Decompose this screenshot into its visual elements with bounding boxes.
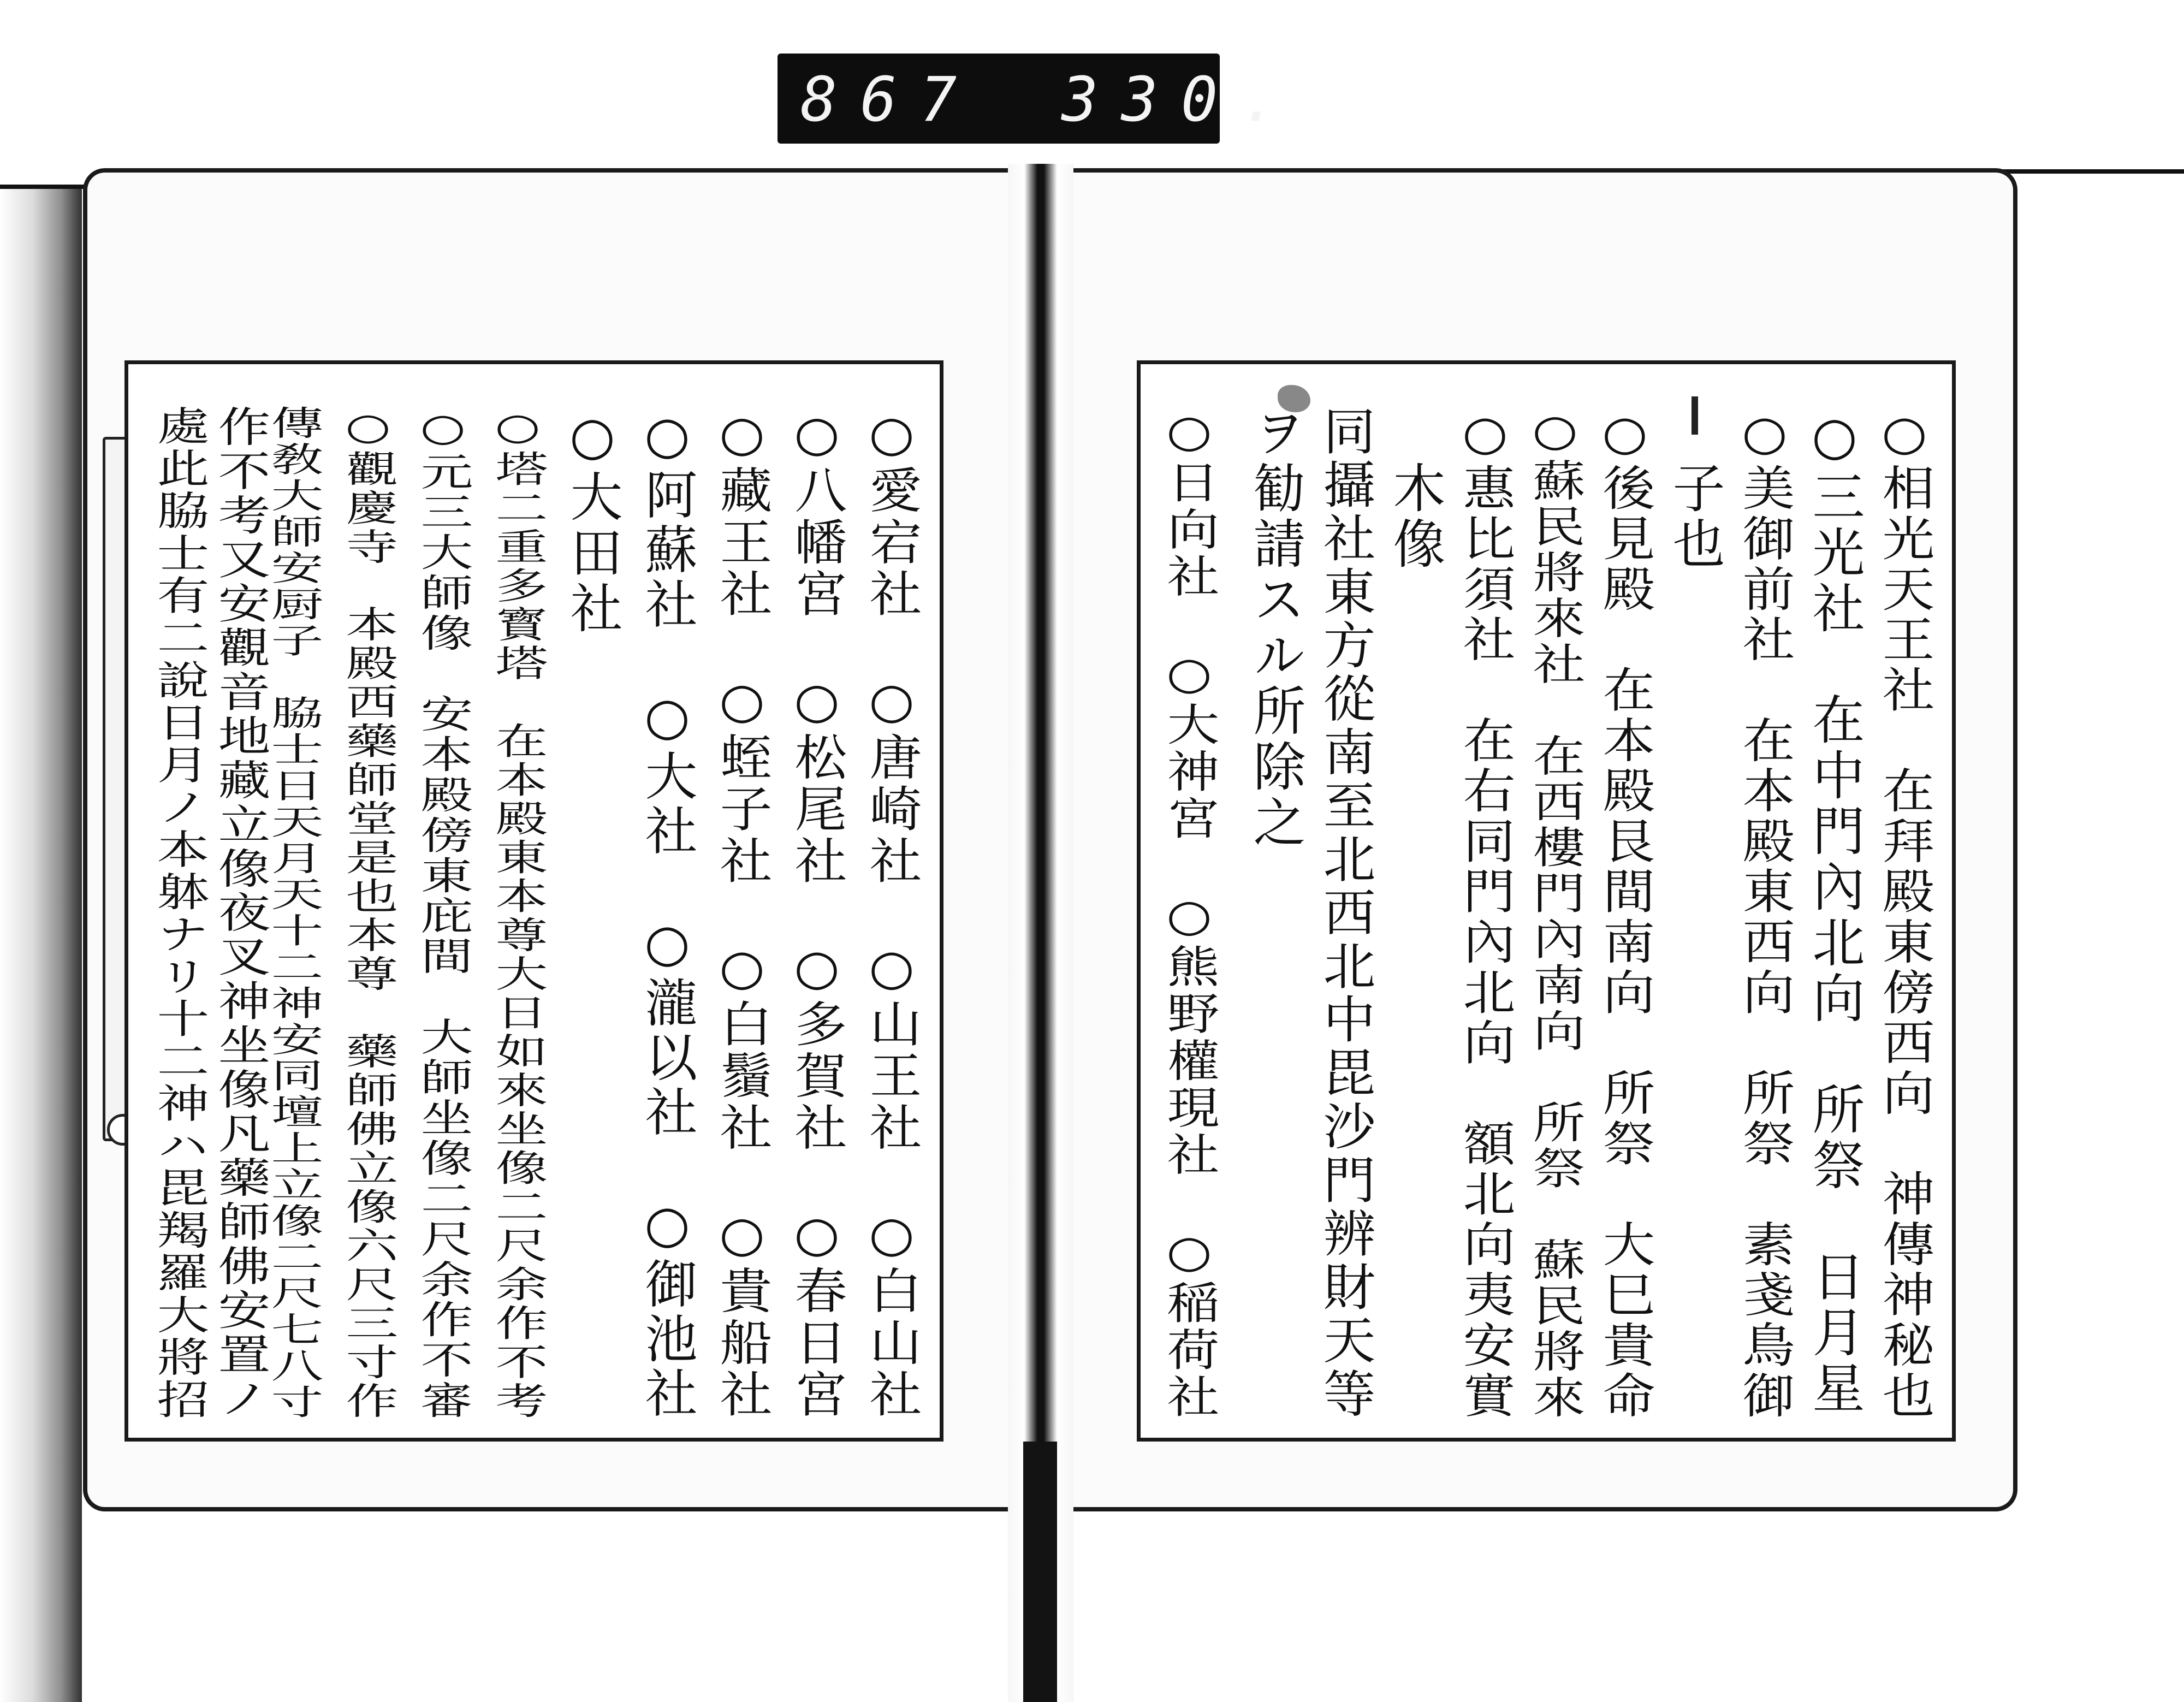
left-column-3 bbox=[711, 405, 773, 1421]
left-column-9-top: 傳敎大師安厨子 bbox=[263, 405, 324, 659]
left-column-7-bottom: 安本殿傍東庇間 大師坐像二尺余作不審 bbox=[412, 694, 473, 1421]
right-column-10-top: ヲ勧請スル所除之 bbox=[1245, 405, 1306, 851]
left-column-8-top: ○觀慶寺 bbox=[337, 405, 399, 567]
left-column-2-bottom: ○松尾社 ○多賀社 ○春日宮 bbox=[786, 672, 847, 1421]
right-column-3-bottom: 在本殿東西向 所祭 素戔鳥御 bbox=[1734, 715, 1795, 1421]
right-column-1-top: ○相光天王社 bbox=[1874, 405, 1935, 716]
left-column-11-bottom: 十二神ハ毘羯羅大將招 bbox=[149, 998, 210, 1421]
right-column-9-top: 同攝社東方從南至北西北中毘沙門辨財天等 bbox=[1315, 405, 1376, 1421]
right-column-7 bbox=[1455, 405, 1516, 1421]
left-column-7 bbox=[412, 405, 473, 1421]
right-column-5-top: ○後見殿 bbox=[1594, 405, 1655, 615]
page-number: 330. bbox=[1061, 64, 1301, 135]
right-column-11-top: ○日向社 bbox=[1159, 405, 1220, 601]
left-column-9 bbox=[263, 405, 324, 1421]
right-column-3-top: ○美御前社 bbox=[1734, 405, 1795, 666]
left-column-8-bottom: 本殿西藥師堂是也本尊 藥師佛立像六尺三寸作 bbox=[337, 605, 399, 1421]
right-column-8-top: 木像 bbox=[1385, 405, 1446, 572]
right-column-11-bottom: ○大神宮 ○熊野權現社 ○稲荷社 bbox=[1159, 647, 1220, 1421]
right-column-11 bbox=[1159, 405, 1220, 1421]
right-column-5-bottom: 在本殿艮間南向 所祭 大巳貴命 bbox=[1594, 665, 1655, 1421]
left-column-2-top: ○八幡宮 bbox=[786, 405, 847, 620]
frame-counter-plate bbox=[778, 54, 1301, 144]
right-column-2-bottom: 在中門內北向 所祭 日月星 bbox=[1804, 692, 1865, 1416]
right-column-9 bbox=[1315, 405, 1376, 1421]
left-column-5-top: ○大田社 bbox=[562, 405, 623, 637]
left-column-1 bbox=[861, 405, 922, 1421]
right-column-4-top: 子也 bbox=[1664, 405, 1725, 572]
frame-number: 867 bbox=[800, 64, 980, 135]
left-column-10 bbox=[210, 405, 271, 1421]
left-column-7-top: ○元三大師像 bbox=[412, 405, 473, 654]
left-column-10-bottom: 凡藥師佛安置ノ bbox=[210, 1112, 271, 1421]
left-column-4-top: ○阿蘇社 bbox=[637, 405, 698, 632]
left-column-5 bbox=[562, 405, 623, 637]
right-column-1 bbox=[1874, 405, 1935, 1421]
left-column-3-top: ○藏王社 bbox=[711, 405, 773, 620]
right-column-1-bottom: 在拜殿東傍西向 神傳神秘也 bbox=[1874, 766, 1935, 1421]
left-column-11 bbox=[149, 405, 210, 1421]
right-column-2-top: ○三光社 bbox=[1804, 405, 1865, 637]
right-column-7-bottom: 在右同門內北向 額北向夷安實 bbox=[1455, 715, 1516, 1421]
left-column-6-top: ○塔二重多寳塔 bbox=[487, 405, 548, 683]
right-column-6-bottom: 在西樓門內南向 所祭 蘇民將來 bbox=[1524, 733, 1586, 1421]
book-left-edge-shadow bbox=[0, 186, 82, 1702]
left-column-3-bottom: ○蛭子社 ○白鬚社 ○貴船社 bbox=[711, 672, 773, 1421]
right-column-3 bbox=[1734, 405, 1795, 1421]
left-column-6-bottom: 在本殿東本尊大日如來坐像二尺余作不考 bbox=[487, 721, 548, 1421]
right-column-6-top: ○蘇民將來社 bbox=[1524, 405, 1586, 687]
left-column-4-bottom: ○大社 ○瀧以社 ○御池社 bbox=[637, 686, 698, 1421]
left-column-4 bbox=[637, 405, 698, 1421]
left-column-11-top: 處此脇士有二說日月ノ本躰ナリ bbox=[149, 405, 210, 998]
spine-binding bbox=[1023, 1442, 1057, 1702]
left-column-6 bbox=[487, 405, 548, 1421]
right-column-8 bbox=[1385, 405, 1446, 572]
right-column-5 bbox=[1594, 405, 1655, 1421]
left-column-8 bbox=[337, 405, 399, 1421]
right-column-7-top: ○惠比須社 bbox=[1455, 405, 1516, 666]
left-column-2 bbox=[786, 405, 847, 1421]
left-column-9-bottom: 脇士日天月天十二神安同壇上立像二尺七八寸 bbox=[263, 695, 324, 1421]
right-column-4 bbox=[1664, 405, 1725, 572]
right-column-6 bbox=[1524, 405, 1586, 1421]
right-column-10 bbox=[1245, 405, 1306, 851]
left-column-1-bottom: ○唐崎社 ○山王社 ○白山社 bbox=[861, 672, 922, 1421]
right-column-2 bbox=[1804, 405, 1865, 1416]
left-column-10-top: 作不考又安觀音地藏立像夜叉神坐像 bbox=[210, 405, 271, 1112]
left-column-1-top: ○愛宕社 bbox=[861, 405, 922, 620]
